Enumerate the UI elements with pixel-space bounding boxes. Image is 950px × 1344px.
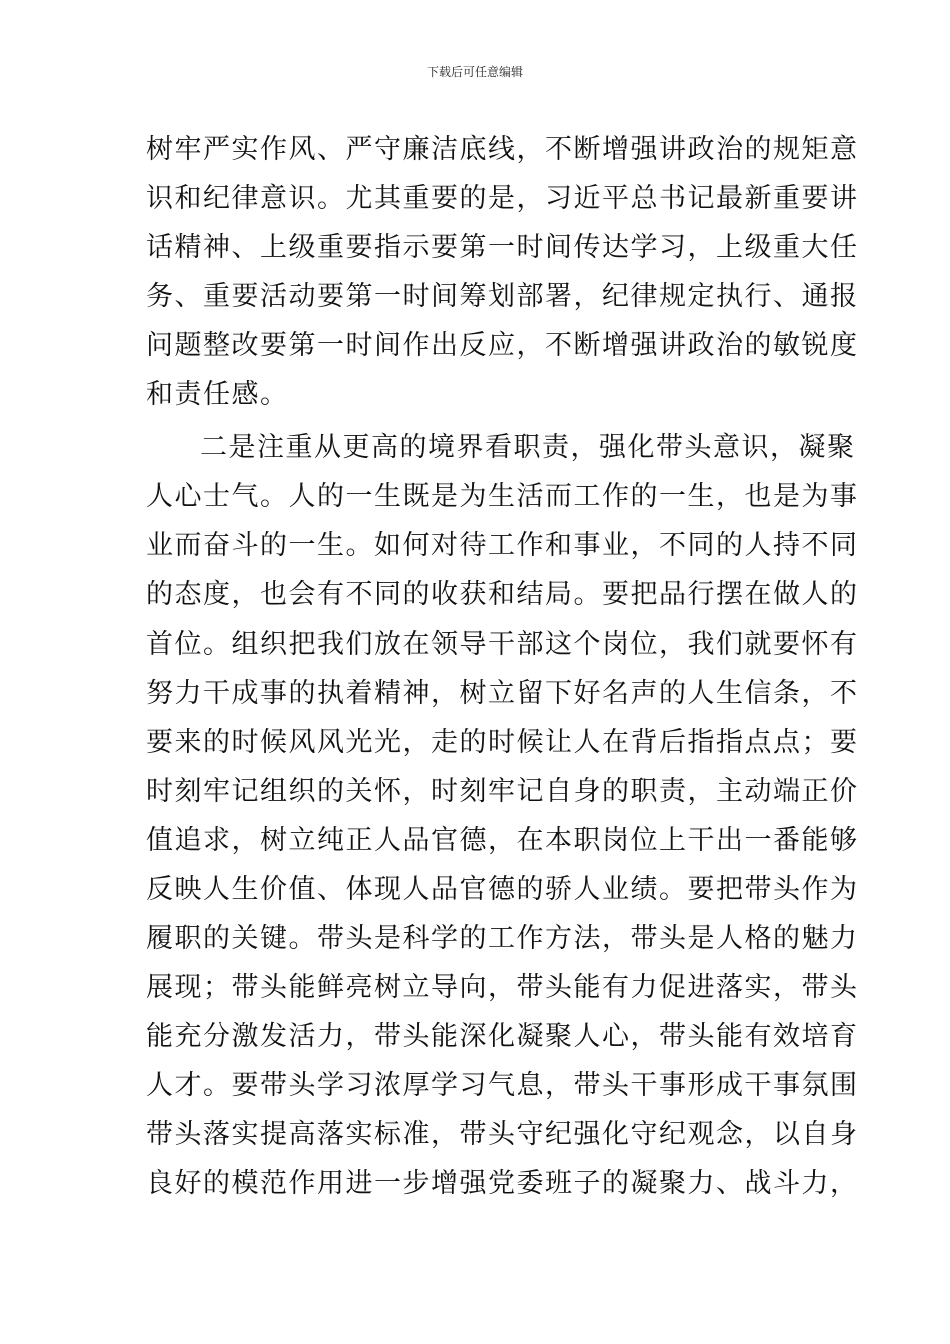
- paragraph-line: 反映人生价值、体现人品官德的骄人业绩。要把带头作为: [146, 874, 859, 905]
- paragraph-line: 首位。组织把我们放在领导干部这个岗位，我们就要怀有: [146, 629, 859, 660]
- paragraph-line: 业而奋斗的一生。如何对待工作和事业，不同的人持不同: [146, 530, 859, 561]
- paragraph-line: 展现；带头能鲜亮树立导向，带头能有力促进落实，带头: [146, 972, 859, 1003]
- paragraph-line: 树牢严实作风、严守廉洁底线，不断增强讲政治的规矩意: [146, 134, 859, 165]
- page-header-note: 下载后可任意编辑: [426, 65, 523, 79]
- paragraph-line: 务、重要活动要第一时间筹划部署，纪律规定执行、通报: [146, 281, 859, 312]
- paragraph-line: 履职的关键。带头是科学的工作方法，带头是人格的魅力: [146, 923, 859, 954]
- paragraph-line: 人才。要带头学习浓厚学习气息，带头干事形成干事氛围: [146, 1070, 859, 1101]
- paragraph-line: 和责任感。: [146, 379, 289, 410]
- paragraph-line: 话精神、上级重要指示要第一时间传达学习，上级重大任: [146, 232, 859, 263]
- paragraph-line: 人心士气。人的一生既是为生活而工作的一生，也是为事: [146, 481, 859, 512]
- paragraph-line: 努力干成事的执着精神，树立留下好名声的人生信条，不: [146, 678, 859, 709]
- paragraph-line: 识和纪律意识。尤其重要的是，习近平总书记最新重要讲: [146, 183, 859, 214]
- paragraph-line: 值追求，树立纯正人品官德，在本职岗位上干出一番能够: [146, 825, 859, 856]
- paragraph-line: 要来的时候风风光光，走的时候让人在背后指指点点；要: [146, 727, 859, 758]
- paragraph-line: 良好的模范作用进一步增强党委班子的凝聚力、战斗力，: [146, 1168, 859, 1199]
- paragraph-line: 的态度，也会有不同的收获和结局。要把品行摆在做人的: [146, 579, 859, 610]
- paragraph-line: 时刻牢记组织的关怀，时刻牢记自身的职责，主动端正价: [146, 776, 859, 807]
- paragraph-line: 二是注重从更高的境界看职责，强化带头意识，凝聚: [200, 432, 856, 463]
- paragraph-line: 带头落实提高落实标准，带头守纪强化守纪观念，以自身: [146, 1119, 859, 1150]
- paragraph-line: 问题整改要第一时间作出反应，不断增强讲政治的敏锐度: [146, 330, 859, 361]
- paragraph-line: 能充分激发活力，带头能深化凝聚人心，带头能有效培育: [146, 1021, 859, 1052]
